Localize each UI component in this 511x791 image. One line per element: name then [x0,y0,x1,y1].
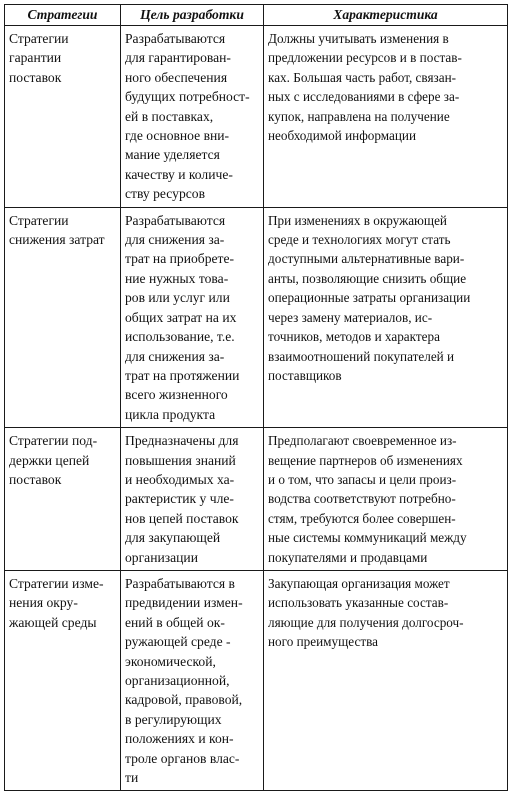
characteristic-text: При изменениях в окружающей среде и технологиях могут стать доступными альтернативные вари- анты, позволяющие снизить общие операционные затраты организации через замену материалов, ис- точников, методов и характера взаимоотношений покупателей и поставщиков [268,212,471,383]
column-header-characteristic: Характеристика [264,5,508,26]
characteristic-text: Должны учитывать изменения в предложении ресурсов и в постав- ках. Большая часть работ, связан- ных с исследованиями в сфере за- купок, направлена на получение необходимой информации [268,31,462,144]
goal-text: Разрабатываются в предвидении измен- ений в общей ок- ружающей среде - экономической, организационной, кадровой, правовой, в регулирующих положениях и кон- троле органов влас- ти [125,575,243,786]
goal-text: Разрабатываются для снижения за- трат на приобрете- ние нужных това- ров или услуг или общих затрат на их использование, т.е. для снижения за- трат на протяжении всего жизненного цикла продукта [125,212,240,422]
characteristic-cell [264,26,508,208]
strategies-table [4,4,508,791]
characteristic-cell [264,570,508,790]
strategy-text: Стратегии снижения затрат [9,212,105,248]
strategy-cell [5,207,121,427]
column-header-strategies: Стратегии [5,5,121,26]
table-row [5,207,508,427]
goal-text: Предназначены для повышения знаний и необходимых ха- рактеристик у чле- нов цепей поставок для закупающей организации [125,433,239,565]
characteristic-cell [264,428,508,571]
strategy-cell [5,428,121,571]
goal-text: Разрабатываются для гарантирован- ного обеспечения будущих потребност- ей в поставках, где основное вни- мание уделяется качеству и количе- ству ресурсов [125,31,250,202]
strategy-cell [5,26,121,208]
header-row [5,5,508,26]
strategy-text: Стратегии под- держки цепей поставок [9,433,98,487]
table-row [5,428,508,571]
strategy-text: Стратегии гарантии поставок [9,31,69,85]
goal-cell [121,26,264,208]
characteristic-text: Закупающая организация может использовать указанные состав- ляющие для получения долгосроч- ного преимущества [268,575,464,650]
table-row [5,570,508,790]
column-header-goal: Цель разработки [121,5,264,26]
strategy-text: Стратегии изме- нения окру- жающей среды [9,575,104,630]
strategy-cell [5,570,121,790]
goal-cell [121,207,264,427]
goal-cell [121,428,264,571]
characteristic-cell [264,207,508,427]
characteristic-text: Предполагают своевременное из- вещение партнеров об изменениях и о том, что запасы и цели произ- водства соответствуют потребно- стям, требуются более совершен- ные системы коммуникаций между покупателями и продавцами [268,433,467,565]
goal-cell [121,570,264,790]
table-row [5,26,508,208]
